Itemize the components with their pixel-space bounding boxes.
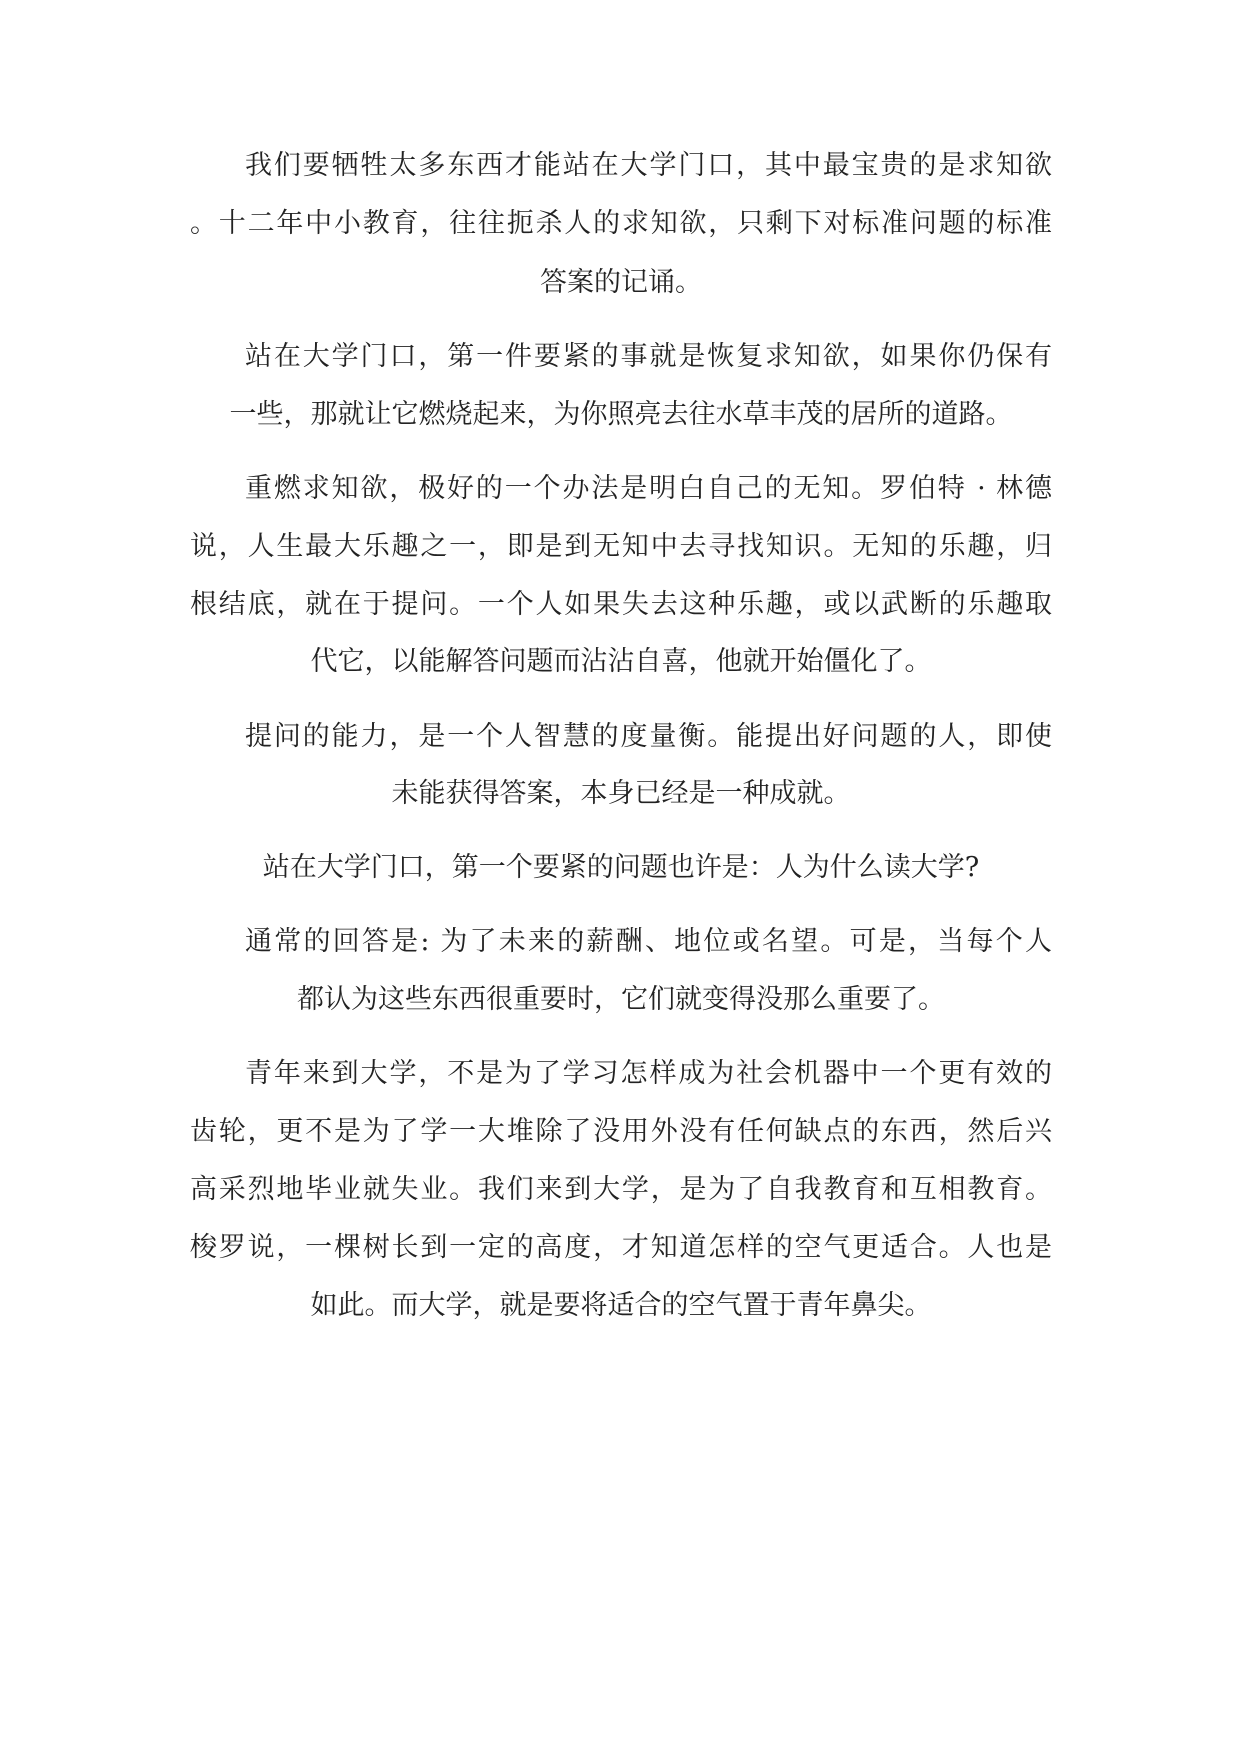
text-line: 代它，以能解答问题而沾沾自喜，他就开始僵化了。 <box>310 646 932 677</box>
text-line: 我们要牺牲太多东西才能站在大学门口，其中最宝贵的是求知欲 <box>245 150 1052 181</box>
text-line: 青年来到大学，不是为了学习怎样成为社会机器中一个更有效的 <box>245 1058 1052 1089</box>
text-line: 未能获得答案，本身已经是一种成就。 <box>391 778 851 809</box>
text-line: 梭罗说，一棵树长到一定的高度，才知道怎样的空气更适合。人也是 <box>190 1232 1052 1263</box>
text-line: 答案的记诵。 <box>540 267 702 298</box>
text-line: 站在大学门口，第一个要紧的问题也许是：人为什么读大学? <box>262 852 980 883</box>
text-line: 。十二年中小教育，往往扼杀人的求知欲，只剩下对标准问题的标准 <box>190 208 1052 239</box>
text-line: 通常的回答是: 为了未来的薪酬、地位或名望。可是，当每个人 <box>245 926 1052 957</box>
text-line: 一些，那就让它燃烧起来，为你照亮去往水草丰茂的居所的道路。 <box>229 399 1013 430</box>
text-line: 站在大学门口，第一件要紧的事就是恢复求知欲，如果你仍保有 <box>245 341 1052 372</box>
text-line: 高采烈地毕业就失业。我们来到大学，是为了自我教育和互相教育。 <box>190 1174 1052 1205</box>
text-line: 提问的能力，是一个人智慧的度量衡。能提出好问题的人，即使 <box>245 721 1052 752</box>
text-line: 齿轮，更不是为了学一大堆除了没用外没有任何缺点的东西，然后兴 <box>190 1116 1052 1147</box>
text-line: 说，人生最大乐趣之一，即是到无知中去寻找知识。无知的乐趣，归 <box>190 531 1052 562</box>
text-line: 重燃求知欲，极好的一个办法是明白自己的无知。罗伯特 · 林德 <box>245 473 1052 504</box>
text-line: 都认为这些东西很重要时，它们就变得没那么重要了。 <box>297 984 945 1015</box>
text-line: 根结底，就在于提问。一个人如果失去这种乐趣，或以武断的乐趣取 <box>190 589 1052 620</box>
text-line: 如此。而大学，就是要将适合的空气置于青年鼻尖。 <box>310 1290 932 1321</box>
